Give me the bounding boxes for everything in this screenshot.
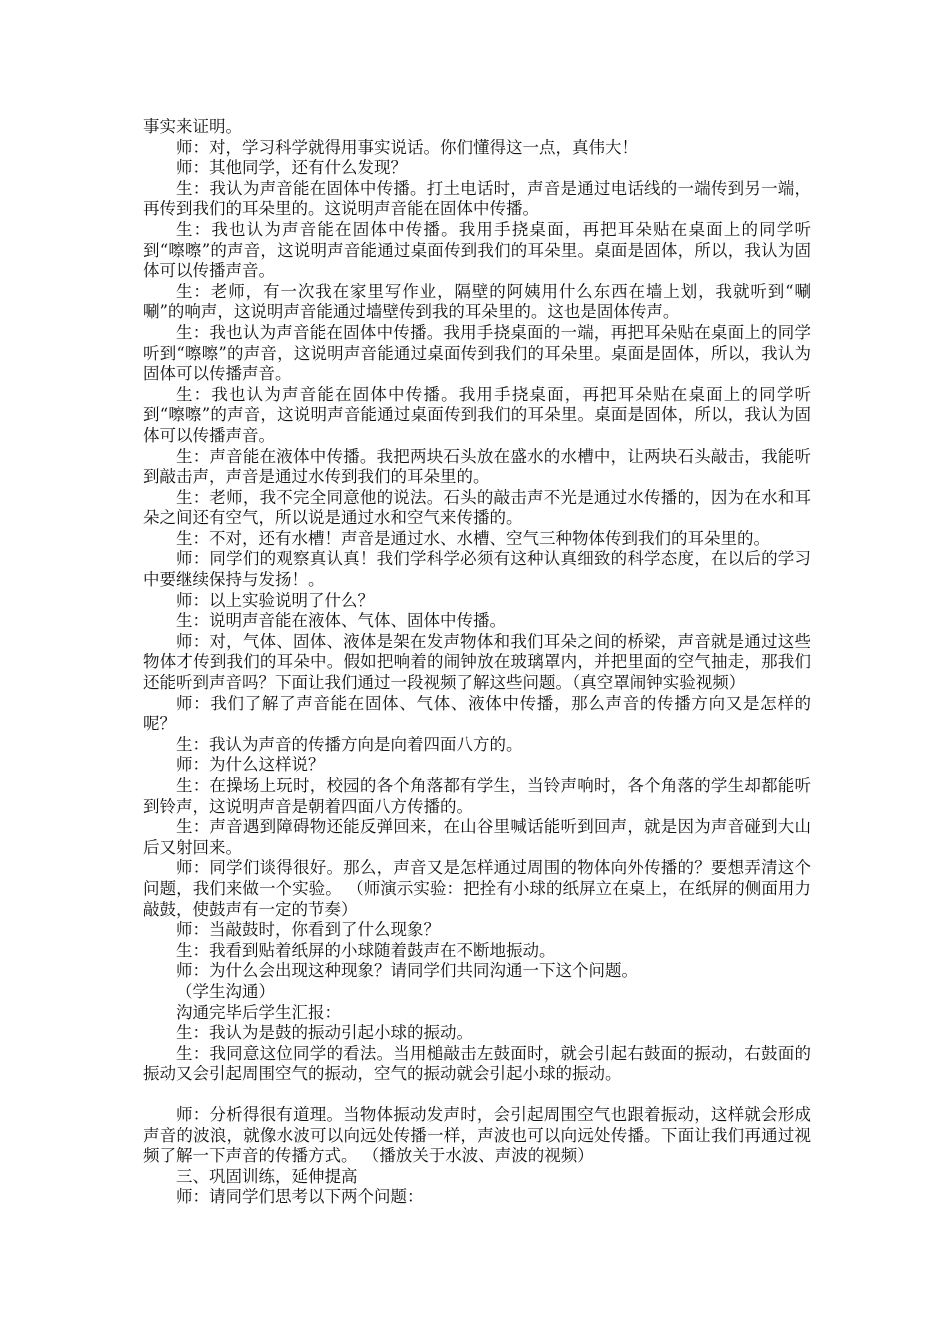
paragraph: 师：请同学们思考以下两个问题： [176,1187,424,1207]
paragraph: 事实来证明。 [143,117,242,136]
paragraph: 生：不对，还有水槽！声音是通过水、水槽、空气三种物体传到我们的耳朵里的。 [176,528,770,548]
paragraph: 师：对，学习科学就得用事实说话。你们懂得这一点，真伟大！ [176,137,638,157]
paragraph: 生：在操场上玩时，校园的各个角落都有学生，当铃声响时，各个角落的学生却都能听到铃声，这说明声音是朝着四面八方传播的。 [143,776,811,816]
paragraph: 生：我也认为声音能在固体中传播。我用手挠桌面，再把耳朵贴在桌面上的同学听到“嚓嚓”的声音，这说明声音能通过桌面传到我们的耳朵里。桌面是固体，所以，我认为固体可以传播声音。 [143,384,811,445]
paragraph: 师：我们了解了声音能在固体、气体、液体中传播，那么声音的传播方向又是怎样的呢？ [143,693,811,734]
paragraph: 师：分析得很有道理。当物体振动发声时，会引起周围空气也跟着振动，这样就会形成声音的波浪，就像水波可以向远处传播一样，声波也可以向远处传播。下面让我们再通过视频了解一下声音的传播方式。 （播放关于水波、声波的视频） [143,1104,811,1166]
paragraph: 生：我也认为声音能在固体中传播。我用手挠桌面的一端，再把耳朵贴在桌面上的同学听到“嚓嚓”的声音，这说明声音能通过桌面传到我们的耳朵里。桌面是固体，所以，我认为固体可以传播声音。 [143,322,811,384]
paragraph: 师：同学们的观察真认真！我们学科学必须有这种认真细致的科学态度，在以后的学习中要继续保持与发扬！。 [143,549,811,590]
paragraph: 师：以上实验说明了什么？ [176,590,374,610]
section-heading: 三、巩固训练，延伸提高 [176,1166,358,1186]
paragraph: 沟通完毕后学生汇报： [176,1002,341,1022]
paragraph: 生：声音能在液体中传播。我把两块石头放在盛水的水槽中，让两块石头敲击，我能听到敲击声，声音是通过水传到我们的耳朵里的。 [143,446,811,487]
paragraph: 师：为什么会出现这种现象？请同学们共同沟通一下这个问题。 [176,961,638,981]
paragraph: 生：我认为声音能在固体中传播。打土电话时，声音是通过电话线的一端传到另一端，再传到我们的耳朵里的。这说明声音能在固体中传播。 [143,178,811,219]
paragraph: 生：老师，有一次我在家里写作业，隔壁的阿姨用什么东西在墙上划，我就听到“唰唰”的响声，这说明声音能通过墙壁传到我的耳朵里的。这也是固体传声。 [143,281,811,322]
paragraph: 师：其他同学，还有什么发现？ [176,158,407,178]
document-page [143,117,811,1208]
paragraph: 生：我认为是鼓的振动引起小球的振动。 [176,1023,473,1043]
paragraph: 师：为什么这样说？ [176,755,325,775]
paragraph: 生：我认为声音的传播方向是向着四面八方的。 [176,734,523,754]
paragraph: 生：我也认为声音能在固体中传播。我用手挠桌面，再把耳朵贴在桌面上的同学听到“嚓嚓”的声音，这说明声音能通过桌面传到我们的耳朵里。桌面是固体，所以，我认为固体可以传播声音。 [143,219,811,281]
paragraph: 生：我同意这位同学的看法。当用槌敲击左鼓面时，就会引起右鼓面的振动，右鼓面的振动又会引起周围空气的振动，空气的振动就会引起小球的振动。 [143,1043,811,1084]
paragraph: 生：老师，我不完全同意他的说法。石头的敲击声不光是通过水传播的，因为在水和耳朵之间还有空气，所以说是通过水和空气来传播的。 [143,487,811,528]
paragraph: 师：同学们谈得很好。那么，声音又是怎样通过周围的物体向外传播的？要想弄清这个问题，我们来做一个实验。 （师演示实验：把拴有小球的纸屏立在桌上，在纸屏的侧面用力敲鼓，使鼓声有一定的节奏） [143,858,811,919]
paragraph: 生：说明声音能在液体、气体、固体中传播。 [176,611,506,631]
paragraph: （学生沟通） [176,981,275,1001]
paragraph: 师：对，气体、固体、液体是架在发声物体和我们耳朵之间的桥梁，声音就是通过这些物体才传到我们的耳朵中。假如把响着的闹钟放在玻璃罩内，并把里面的空气抽走，那我们还能听到声音吗？下面让我们通过一段视频了解这些问题。（真空罩闹钟实验视频） [143,631,811,693]
paragraph: 生：声音遇到障碍物还能反弹回来，在山谷里喊话能听到回声，就是因为声音碰到大山后又射回来。 [143,817,811,857]
paragraph: 师：当敲鼓时，你看到了什么现象？ [176,920,440,940]
paragraph: 生：我看到贴着纸屏的小球随着鼓声在不断地振动。 [176,940,556,960]
